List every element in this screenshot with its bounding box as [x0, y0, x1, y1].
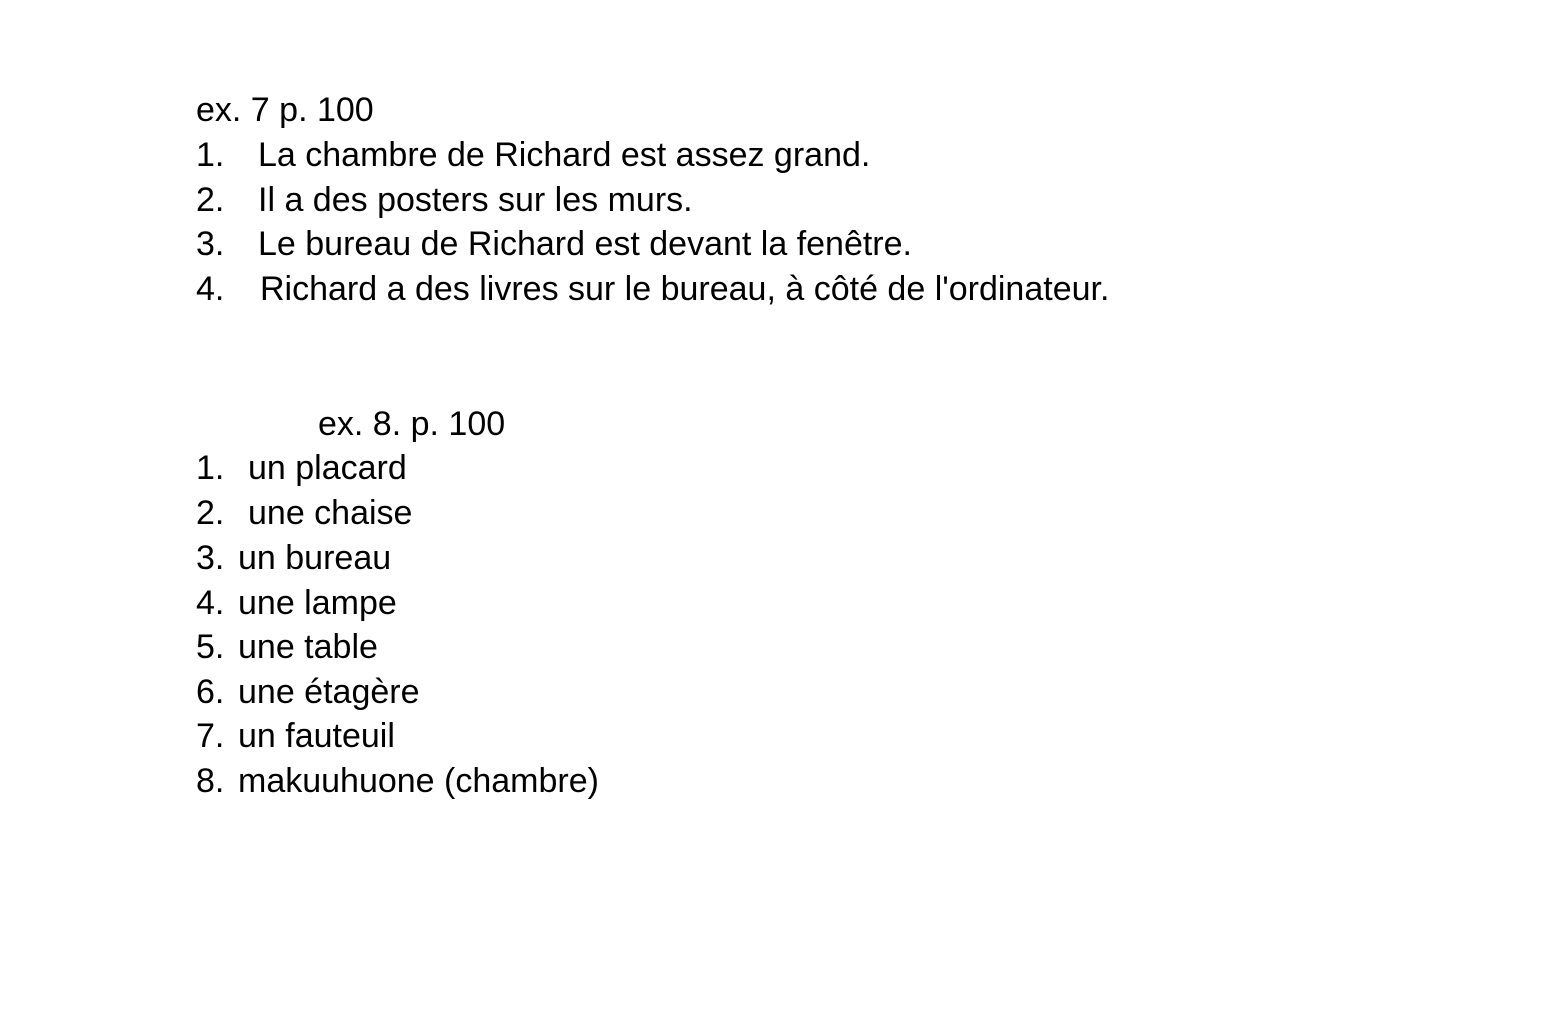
- exercise-8-heading: ex. 8. p. 100: [318, 405, 506, 443]
- exercise-8-item: [196, 493, 412, 533]
- item-text: La chambre de Richard est assez grand.: [258, 136, 871, 174]
- item-text: une lampe: [238, 584, 397, 622]
- exercise-8-item: [196, 583, 397, 623]
- item-text: une chaise: [248, 494, 413, 532]
- exercise-7-item: [196, 269, 1109, 309]
- item-number: 1.: [196, 449, 225, 487]
- item-number: 3.: [196, 225, 225, 263]
- item-number: 3.: [196, 539, 225, 577]
- item-number: 4.: [196, 584, 225, 622]
- item-number: 2.: [196, 494, 225, 532]
- item-text: un fauteuil: [238, 717, 395, 755]
- item-text: Richard a des livres sur le bureau, à côté de l'ordinateur.: [260, 270, 1110, 308]
- item-number: 8.: [196, 762, 225, 800]
- exercise-7-item: [196, 224, 912, 264]
- item-number: 4.: [196, 270, 225, 308]
- item-text: Le bureau de Richard est devant la fenêtre.: [258, 225, 912, 263]
- exercise-7-item: [196, 180, 693, 220]
- item-text: makuuhuone (chambre): [238, 762, 599, 800]
- item-number: 1.: [196, 136, 225, 174]
- item-text: une table: [238, 628, 378, 666]
- item-text: un placard: [248, 449, 407, 487]
- exercise-8-item: [196, 716, 395, 756]
- item-text: un bureau: [238, 539, 392, 577]
- item-number: 5.: [196, 628, 225, 666]
- item-text: une étagère: [238, 673, 420, 711]
- exercise-8-item: [196, 538, 391, 578]
- item-number: 6.: [196, 673, 225, 711]
- item-number: 2.: [196, 181, 225, 219]
- exercise-7-heading: ex. 7 p. 100: [196, 91, 374, 129]
- exercise-8-item: [196, 672, 420, 712]
- exercise-8-item: [196, 761, 599, 801]
- item-text: Il a des posters sur les murs.: [258, 181, 693, 219]
- exercise-8-item: [196, 448, 407, 488]
- exercise-7-item: [196, 135, 870, 175]
- exercise-8-item: [196, 627, 378, 667]
- item-number: 7.: [196, 717, 225, 755]
